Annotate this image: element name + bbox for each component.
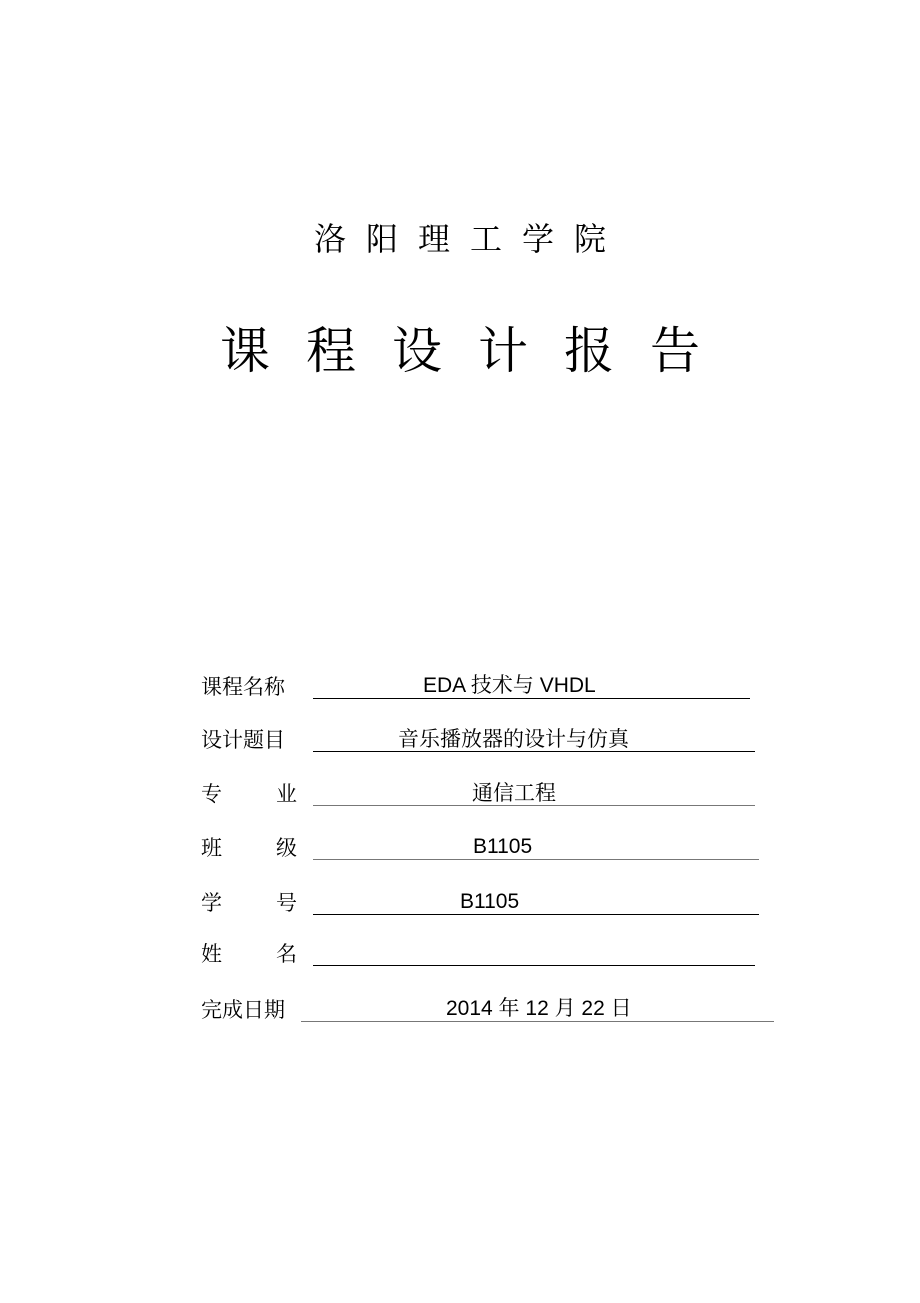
student-id-underline: [313, 914, 759, 915]
major-label-b: 业: [276, 782, 297, 806]
design-topic-label: 设计题目: [201, 728, 285, 752]
student-id-label: [201, 888, 297, 918]
class-label-a: 班: [201, 836, 222, 860]
class-value: B1105: [473, 835, 533, 858]
class-label-b: 级: [276, 836, 297, 860]
design-topic-value: 音乐播放器的设计与仿真: [398, 727, 629, 751]
major-label-a: 专: [201, 782, 222, 806]
course-name-value: EDA 技术与 VHDL: [423, 674, 596, 697]
major-label: [201, 779, 297, 809]
completion-date-value: 2014 年 12 月 22 日: [446, 997, 632, 1020]
major-value: 通信工程: [472, 781, 556, 805]
class-underline: [313, 859, 759, 860]
name-label-b: 名: [276, 942, 297, 966]
name-label-a: 姓: [201, 942, 222, 966]
student-id-label-b: 号: [276, 891, 297, 915]
field-name: [201, 939, 761, 973]
field-course-name: [201, 672, 761, 706]
name-underline: [313, 965, 755, 966]
class-label: [201, 833, 297, 863]
student-id-value: B1105: [460, 890, 520, 913]
field-major: [201, 779, 761, 813]
course-name-label: 课程名称: [201, 675, 285, 699]
report-title: 课程设计报告: [220, 322, 736, 380]
completion-date-label: 完成日期: [201, 998, 285, 1022]
student-id-label-a: 学: [201, 891, 222, 915]
field-completion-date: [201, 995, 781, 1029]
name-label: [201, 939, 297, 969]
field-student-id: [201, 888, 761, 922]
school-name: 洛阳理工学院: [313, 220, 626, 258]
field-design-topic: [201, 725, 761, 759]
field-class: [201, 833, 761, 867]
